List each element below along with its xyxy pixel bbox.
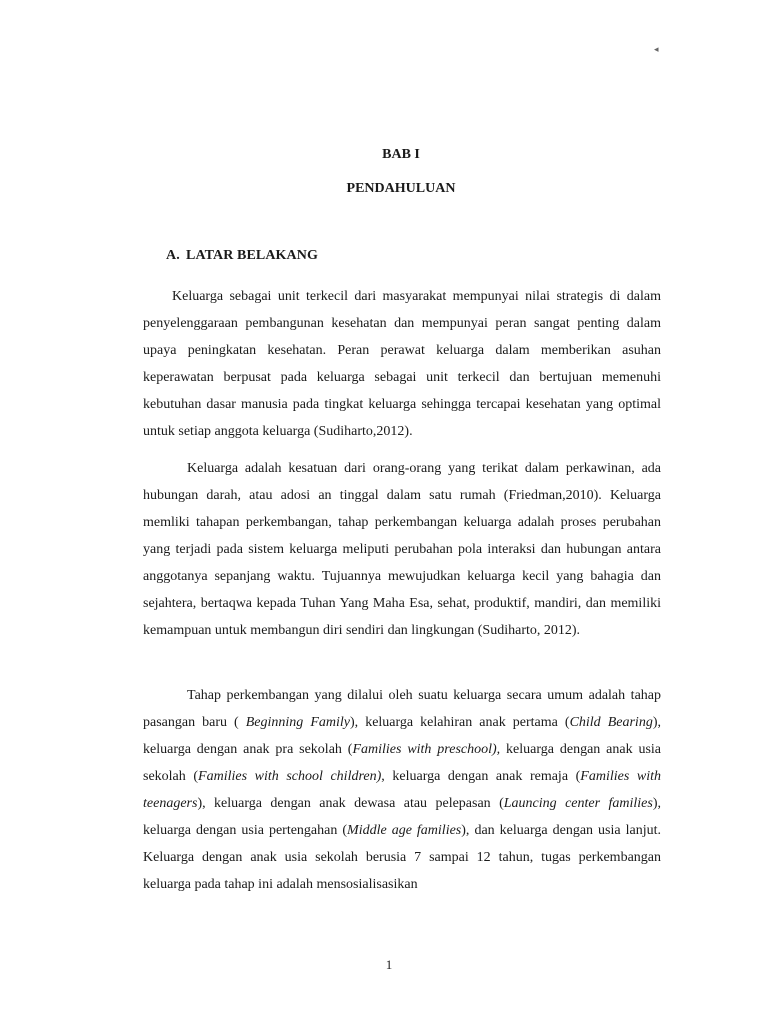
text-run: ), keluarga dengan anak dewasa atau pelepasan ( <box>197 796 504 811</box>
chapter-title: PENDAHULUAN <box>346 181 456 196</box>
section-letter: A. <box>166 248 180 263</box>
italic-term: Beginning Family <box>245 715 350 730</box>
text-run: Keluarga adalah kesatuan dari orang-orang yang terikat dalam perkawinan, ada hubungan darah, atau adosi an tinggal dalam satu rumah (Friedman,2010). Keluarga memliki tahapan perkembangan, tahap perkembangan keluarga adalah proses perubahan yang terjadi pada sistem keluarga meliputi perubahan pola interaksi dan hubungan antara anggotanya sepanjang waktu. Tujuannya mewujudkan keluarga kecil yang bahagia dan sejahtera, bertaqwa kepada Tuhan Yang Maha Esa, sehat, produktif, mandiri, dan memiliki kemampuan untuk membangun diri sendiri dan lingkungan (Sudiharto, 2012). <box>143 461 661 638</box>
text-run: keluarga dengan anak usia sekolah ( <box>143 742 661 784</box>
section-title: LATAR BELAKANG <box>186 248 318 263</box>
text-run: ), keluarga kelahiran anak pertama ( <box>350 715 570 730</box>
paragraph-1 <box>143 283 661 445</box>
text-run: Tahap perkembangan yang dilalui oleh suatu keluarga secara umum adalah tahap pasangan baru ( <box>143 688 661 730</box>
chapter-number: BAB I <box>382 147 420 162</box>
italic-term: Middle age families <box>347 823 462 838</box>
paragraph-3 <box>143 682 661 898</box>
page-number: 1 <box>385 957 393 972</box>
italic-term: Child Bearing <box>569 715 653 730</box>
text-run: Keluarga sebagai unit terkecil dari masyarakat mempunyai nilai strategis di dalam penyelenggaraan pembangunan kesehatan dan mempunyai peran sangat penting dalam upaya peningkatan kesehatan. Peran perawat keluarga dalam memberikan asuhan keperawatan berpusat pada keluarga sebagai unit terkecil dan bertujuan memenuhi kebutuhan dasar manusia pada tingkat keluarga sehingga tercapai kesehatan yang optimal untuk setiap anggota keluarga (Sudiharto,2012). <box>143 289 661 439</box>
text-run: ), dan keluarga dengan usia lanjut. Keluarga dengan anak usia sekolah berusia 7 sampai 12 tahun, tugas perkembangan keluarga pada tahap ini adalah mensosialisasikan <box>143 823 661 892</box>
section-heading <box>166 248 318 264</box>
italic-term: Families with preschool), <box>352 742 501 757</box>
text-run: , keluarga dengan anak remaja ( <box>381 769 581 784</box>
italic-term: Launcing center families <box>503 796 653 811</box>
text-run: ), keluarga dengan usia pertengahan ( <box>143 796 661 838</box>
corner-mark: ◂ <box>654 44 659 54</box>
paragraph-2 <box>143 455 661 644</box>
text-run: ), keluarga dengan anak pra sekolah ( <box>143 715 661 757</box>
italic-term: Families with school children) <box>198 769 382 784</box>
italic-term: Families with teenagers <box>143 769 661 811</box>
